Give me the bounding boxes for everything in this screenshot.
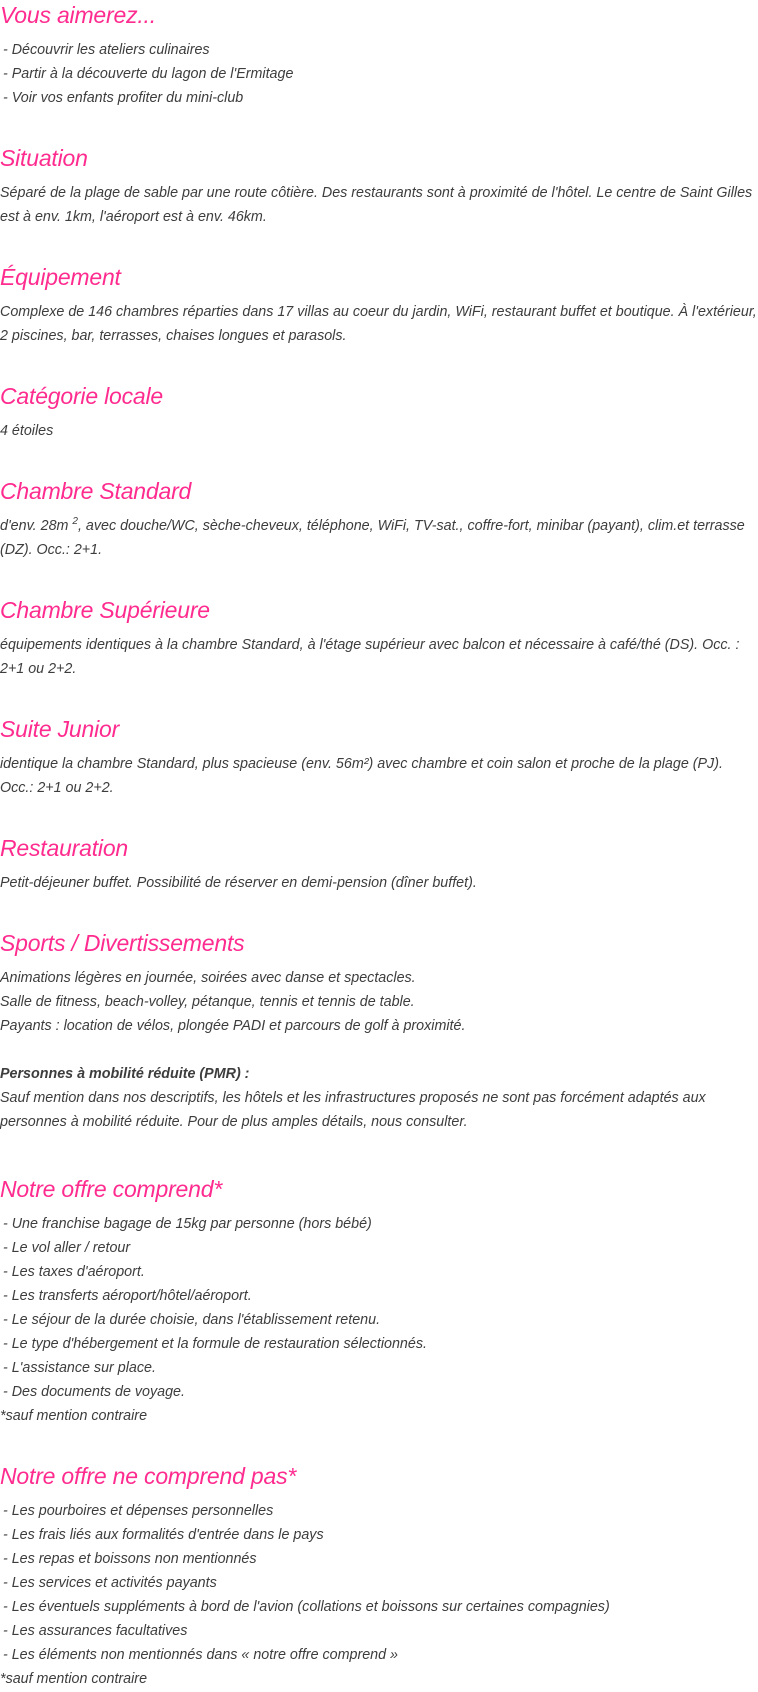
list-item: - Les services et activités payants (3, 1575, 217, 1591)
pmr-title: Personnes à mobilité réduite (PMR) : (0, 1066, 250, 1082)
section-chambre-superieure (0, 595, 758, 681)
list-item: - Le séjour de la durée choisie, dans l'établissement retenu. (3, 1312, 381, 1328)
section-title: Sports / Divertissements (0, 930, 245, 956)
section-list (0, 1499, 758, 1691)
text-line: identique la chambre Standard, plus spacieuse (env. 56m²) avec chambre et coin salon et proche de la plage (PJ). (0, 756, 723, 772)
text-line: Animations légères en journée, soirées avec danse et spectacles. (0, 970, 416, 986)
section-offre-ne-comprend-pas (0, 1461, 758, 1691)
list-item: - Le vol aller / retour (3, 1240, 131, 1256)
superscript: 2 (72, 516, 78, 528)
section-text: Complexe de 146 chambres réparties dans 17 villas au coeur du jardin, WiFi, restaurant buffet et boutique. À l'extérieur, 2 piscines, bar, terrasses, chaises longues et parasols. (0, 304, 757, 344)
section-text (0, 966, 758, 1038)
section-title: Catégorie locale (0, 383, 164, 409)
section-offre-comprend (0, 1174, 758, 1428)
list-item: - Découvrir les ateliers culinaires (3, 42, 210, 58)
section-title: Suite Junior (0, 716, 120, 742)
pmr-block (0, 1062, 758, 1134)
section-list (0, 38, 758, 110)
list-item: - Voir vos enfants profiter du mini-club (3, 90, 244, 106)
section-list (0, 1212, 758, 1428)
section-vous-aimerez (0, 0, 758, 110)
list-item: - Les assurances facultatives (3, 1623, 188, 1639)
section-text: Petit-déjeuner buffet. Possibilité de réserver en demi-pension (dîner buffet). (0, 875, 477, 891)
footnote: *sauf mention contraire (0, 1408, 148, 1424)
section-text: Séparé de la plage de sable par une route côtière. Des restaurants sont à proximité de l'hôtel. Le centre de Saint Gilles est à env. 1km, l'aéroport est à env. 46km. (0, 185, 753, 225)
list-item: - Les frais liés aux formalités d'entrée dans le pays (3, 1527, 324, 1543)
text-line: Salle de fitness, beach-volley, pétanque, tennis et tennis de table. (0, 994, 415, 1010)
section-title: Situation (0, 145, 88, 171)
text-start: d'env. 28m (0, 518, 73, 534)
pmr-text: Sauf mention dans nos descriptifs, les hôtels et les infrastructures proposés ne sont pas forcément adaptés aux personnes à mobilité réduite. Pour de plus amples détails, nous consulter. (0, 1090, 710, 1130)
section-equipement (0, 262, 758, 348)
section-text (0, 752, 758, 800)
text-line: Payants : location de vélos, plongée PADI et parcours de golf à proximité. (0, 1018, 466, 1034)
section-chambre-standard (0, 476, 758, 562)
text-line: Occ.: 2+1 ou 2+2. (0, 780, 114, 796)
section-restauration (0, 833, 758, 895)
section-suite-junior (0, 714, 758, 800)
section-title: Notre offre ne comprend pas* (0, 1463, 297, 1489)
list-item: - Une franchise bagage de 15kg par personne (hors bébé) (3, 1216, 372, 1232)
section-title: Chambre Supérieure (0, 597, 210, 623)
list-item: - Les pourboires et dépenses personnelles (3, 1503, 274, 1519)
list-item: - Le type d'hébergement et la formule de restauration sélectionnés. (3, 1336, 427, 1352)
section-title: Restauration (0, 835, 129, 861)
section-title: Notre offre comprend* (0, 1176, 223, 1202)
section-text (0, 514, 758, 562)
list-item: - Les éléments non mentionnés dans « notre offre comprend » (3, 1647, 398, 1663)
list-item: - Partir à la découverte du lagon de l'Ermitage (3, 66, 294, 82)
section-sports (0, 928, 758, 1134)
list-item: - Les repas et boissons non mentionnés (3, 1551, 257, 1567)
section-text: équipements identiques à la chambre Standard, à l'étage supérieur avec balcon et nécessaire à café/thé (DS). Occ. : 2+1 ou 2+2. (0, 637, 740, 677)
list-item: - Des documents de voyage. (3, 1384, 185, 1400)
footnote: *sauf mention contraire (0, 1671, 148, 1687)
section-title: Chambre Standard (0, 478, 192, 504)
text-end: , avec douche/WC, sèche-cheveux, téléphone, WiFi, TV-sat., coffre-fort, minibar (payant), clim.et terrasse (DZ). Occ.: 2+1. (0, 518, 745, 558)
list-item: - Les transferts aéroport/hôtel/aéroport. (3, 1288, 252, 1304)
list-item: - L'assistance sur place. (3, 1360, 156, 1376)
list-item: - Les éventuels suppléments à bord de l'avion (collations et boissons sur certaines compagnies) (3, 1599, 610, 1615)
section-title: Vous aimerez... (0, 2, 156, 28)
section-situation (0, 143, 758, 229)
section-title: Équipement (0, 264, 121, 290)
section-text: 4 étoiles (0, 423, 54, 439)
section-categorie (0, 381, 758, 443)
list-item: - Les taxes d'aéroport. (3, 1264, 145, 1280)
